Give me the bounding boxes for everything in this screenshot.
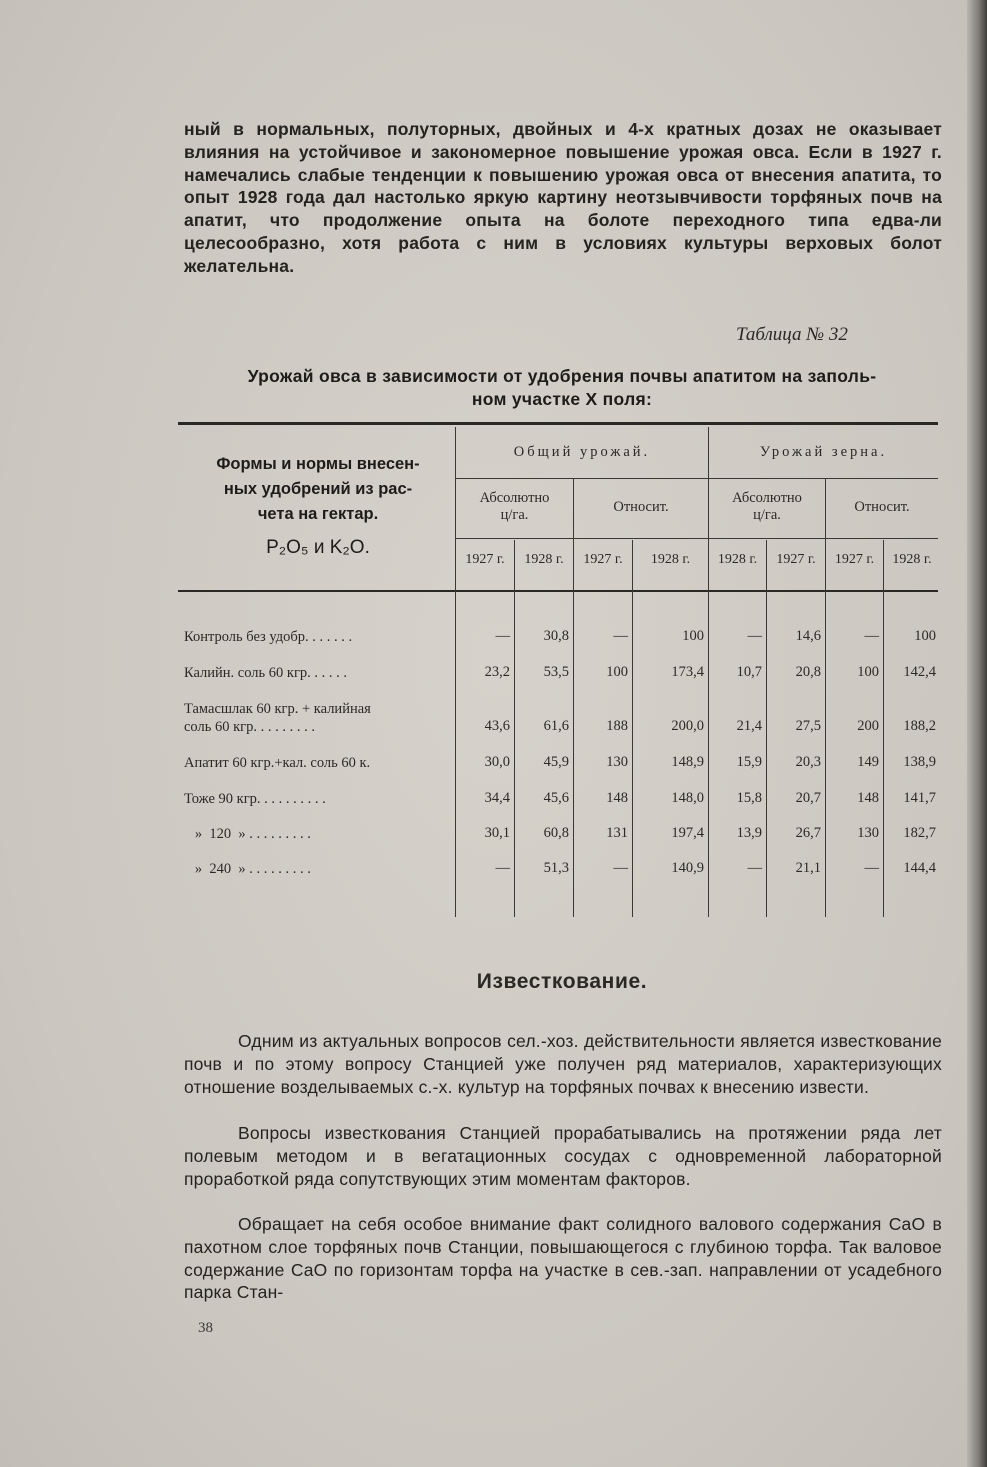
table-header-bottom-rule (178, 590, 938, 592)
table-cell: 51,3 (543, 860, 569, 876)
table-row-label: Контроль без удобр. . . . . . . (184, 629, 353, 645)
table-cell: 100 (914, 628, 936, 644)
subheader-relative-grain: Относит. (854, 499, 910, 515)
table-cell: 21,1 (795, 860, 821, 876)
table-cell: 100 (682, 628, 704, 644)
body-paragraph-2-text: Вопросы известкования Станцией прорабатывались на протяжении ряда лет полевым методом и в вегатационных сосудах с одновременной лабораторной проработкой ряда сопутствующих этим моментам факторов. (184, 1123, 942, 1189)
table-title-line1: Урожай овса в зависимости от удобрения почвы апатитом на заполь- (247, 366, 877, 386)
section-heading: Известкование. (476, 970, 648, 993)
table-cell: 100 (857, 664, 879, 680)
table-cell: 30,8 (543, 628, 569, 644)
year-header: 1928 г. (892, 552, 932, 567)
body-paragraph-2 (184, 1122, 942, 1190)
table-cell: 13,9 (736, 825, 762, 841)
table-cell: 60,8 (543, 825, 569, 841)
table-subheader-rule (455, 478, 938, 479)
table-col-divider (632, 540, 633, 917)
subheader-absolute-grain-line2: ц/га. (753, 507, 781, 523)
table-cell: 197,4 (671, 825, 704, 841)
table-cell: 15,8 (736, 790, 762, 806)
subheader-relative: Относит. (613, 499, 669, 515)
table-cell: 20,7 (795, 790, 821, 806)
table-title (180, 365, 944, 411)
table-cell: 138,9 (903, 754, 936, 770)
table-label: Таблица № 32 (736, 324, 848, 345)
table-cell: — (613, 628, 628, 644)
subheader-absolute-grain-line1: Абсолютно (732, 490, 802, 506)
table-title-line2: ном участке Х поля: (471, 389, 653, 409)
body-paragraph-3-text: Обращает на себя особое внимание факт солидного валового содержания CaO в пахотном слое торфяных почв Станции, повышающегося с глубиною торфа. Так валовое содержание CaO по горизонтам торфа на участке в сев.-зап. направлении от усадебного парка Стан- (184, 1214, 942, 1303)
table-cell: — (747, 860, 762, 876)
forms-header-line3: чета на гектар. (257, 505, 379, 523)
table-cell: 45,6 (543, 790, 569, 806)
table-cell: 148 (857, 790, 879, 806)
page-number: 38 (198, 1320, 213, 1336)
table-col-divider (573, 479, 574, 917)
intro-paragraph: ный в нормальных, полуторных, двойных и 4-х кратных дозах не оказывает влияния на устойчивое и закономерное повышение урожая овса. Если в 1927 г. намечались слабые тенденции к повышению урожая овса от внесения апатита, то опыт 1928 года дал настолько яркую картину неотзывчивости торфяных почв на апатит, что продолжение опыта на болоте переходного типа едва-ли целесообразно, хотя работа с ним в условиях культуры верховых болот желательна. (184, 119, 942, 276)
table-cell: 30,1 (484, 825, 510, 841)
table-cell: 45,9 (543, 754, 569, 770)
table-cell: 148 (606, 790, 628, 806)
table-cell: 23,2 (484, 664, 510, 680)
table-cell: 30,0 (484, 754, 510, 770)
table-cell: 130 (857, 825, 879, 841)
table-cell: 15,9 (736, 754, 762, 770)
table-row-label: » 240 » . . . . . . . . . (184, 861, 311, 877)
body-paragraph-1-text: Одним из актуальных вопросов сел.-хоз. действительности является известкование почв и по этому вопросу Станцией уже получен ряд материалов, характеризующих отношение возделываемых с.-х. культур на торфяных почвах к внесению извести. (184, 1031, 942, 1097)
year-header: 1927 г. (465, 552, 505, 567)
table-cell: 21,4 (736, 718, 762, 734)
year-header: 1928 г. (650, 552, 691, 567)
table-cell: 188,2 (903, 718, 936, 734)
table-cell: — (613, 860, 628, 876)
table-row-label: » 120 » . . . . . . . . . (184, 826, 311, 842)
table-cell: 26,7 (795, 825, 821, 841)
subheader-absolute (456, 490, 573, 524)
table-cell: 148,9 (671, 754, 704, 770)
forms-header-line2: ных удобрений из рас- (223, 480, 413, 498)
column-header-forms (186, 452, 450, 527)
table-row-label: Апатит 60 кгр.+кал. соль 60 к. (184, 755, 371, 771)
subheader-absolute-line2: ц/га. (500, 507, 529, 523)
table-cell: 142,4 (903, 664, 936, 680)
table-cell: 43,6 (484, 718, 510, 734)
table-cell: 200,0 (671, 718, 704, 734)
table-cell: 100 (606, 664, 628, 680)
table-cell: — (864, 628, 879, 644)
table-cell: 20,8 (795, 664, 821, 680)
year-header: 1928 г. (717, 552, 758, 567)
table-row-label: Тоже 90 кгр. . . . . . . . . . (184, 791, 326, 807)
forms-header-line1: Формы и нормы внесен- (216, 455, 420, 473)
table-row-label: Калийн. соль 60 кгр. . . . . . (184, 665, 348, 681)
table-cell: 182,7 (903, 825, 936, 841)
table-cell: 27,5 (795, 718, 821, 734)
table-cell: 141,7 (903, 790, 936, 806)
table-row-label: Тамасшлак 60 кгр. + калийная соль 60 кгр. . . . . . . . . (184, 701, 371, 735)
year-header: 1927 г. (834, 552, 875, 567)
table-subheader-rule (455, 538, 938, 539)
table-cell: — (495, 860, 510, 876)
table-col-divider (766, 540, 767, 917)
subheader-absolute-line1: Абсолютно (479, 490, 550, 506)
body-paragraph-1 (184, 1030, 942, 1098)
year-header: 1927 г. (583, 552, 623, 567)
table-cell: 20,3 (795, 754, 821, 770)
table-cell: 200 (857, 718, 879, 734)
table-cell: 131 (606, 825, 628, 841)
year-header: 1927 г. (776, 552, 816, 567)
table-cell: 144,4 (903, 860, 936, 876)
table-cell: 53,5 (543, 664, 569, 680)
table-cell: 140,9 (671, 860, 704, 876)
body-paragraph-3 (184, 1213, 942, 1304)
year-header: 1928 г. (524, 552, 564, 567)
table-cell: 61,6 (543, 718, 569, 734)
table-top-rule (178, 422, 938, 425)
table-cell: — (495, 628, 510, 644)
table-cell: 173,4 (671, 664, 704, 680)
table-cell: — (864, 860, 879, 876)
table-cell: 188 (606, 718, 628, 734)
table-col-divider (514, 540, 515, 917)
subheader-absolute-grain (709, 490, 825, 524)
group-header-total-yield: Общий урожай. (513, 444, 651, 460)
forms-header-subtitle: P₂O₅ и K₂O. (266, 537, 370, 558)
table-cell: 14,6 (795, 628, 821, 644)
table-cell: 148,0 (671, 790, 704, 806)
table-cell: 10,7 (736, 664, 762, 680)
table-cell: 149 (857, 754, 879, 770)
table-col-divider (825, 479, 826, 917)
book-spine-shadow (967, 0, 987, 1467)
table-cell: — (747, 628, 762, 644)
group-header-grain-yield: Урожай зерна. (759, 444, 888, 460)
table-cell: 130 (606, 754, 628, 770)
table-cell: 34,4 (484, 790, 510, 806)
